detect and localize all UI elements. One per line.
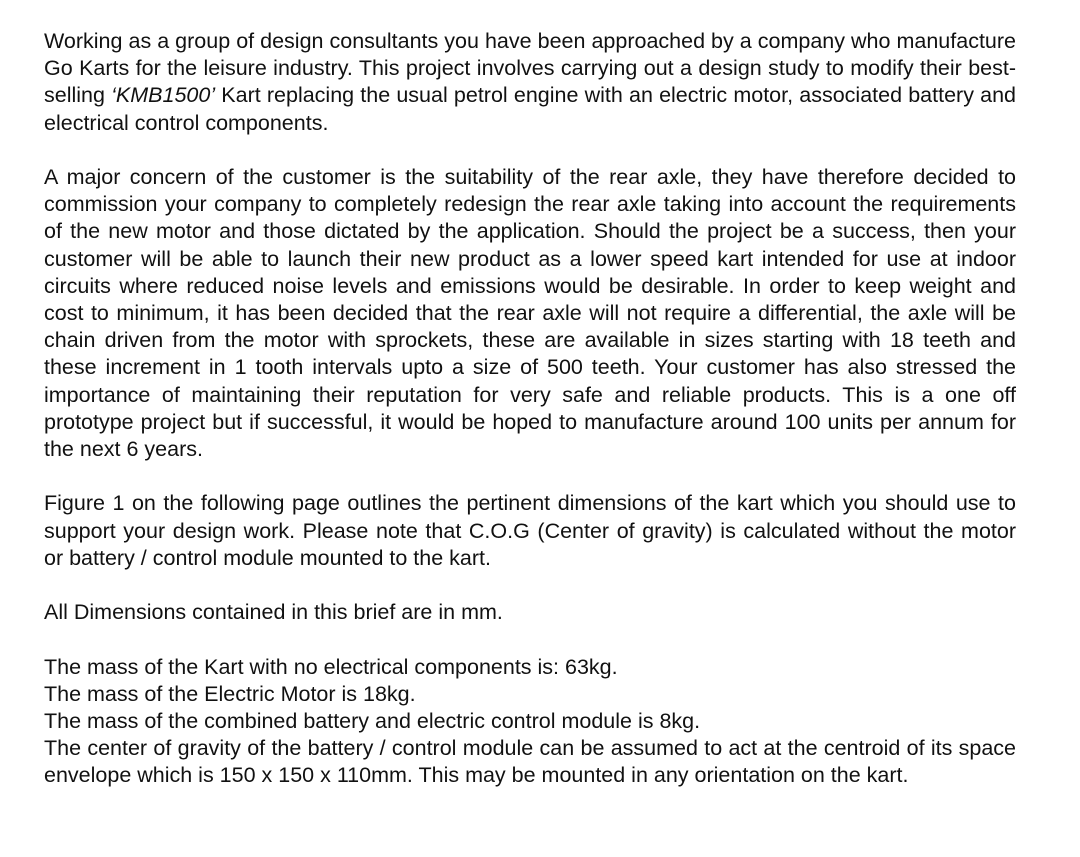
document-page — [44, 28, 1016, 790]
intro-text-start: Working as a group of design consultants you have been approached by a company who manufacture Go Karts for the leisure industry. This project involves carrying out a design study to modify their best-selling — [44, 29, 1016, 108]
intro-paragraph — [44, 28, 1016, 137]
motor-mass-line: The mass of the Electric Motor is 18kg. — [44, 681, 416, 706]
model-name: ‘KMB1500’ — [111, 83, 216, 108]
figure-paragraph: Figure 1 on the following page outlines the pertinent dimensions of the kart which you should use to support your design work. Please note that C.O.G (Center of gravity) is calculated without the motor or battery / control module mounted to the kart. — [44, 491, 1016, 570]
rear-axle-paragraph: A major concern of the customer is the suitability of the rear axle, they have therefore decided to commission your company to completely redesign the rear axle taking into account the requirements of the new motor and those dictated by the application. Should the project be a success, then your customer will be able to launch their new product as a lower speed kart intended for use at indoor circuits where reduced noise levels and emissions would be desirable. In order to keep weight and cost to minimum, it has been decided that the rear axle will not require a differential, the axle will be chain driven from the motor with sprockets, these are available in sizes starting with 18 teeth and these increment in 1 tooth intervals upto a size of 500 teeth. Your customer has also stressed the importance of maintaining their reputation for very safe and reliable products. This is a one off prototype project but if successful, it would be hoped to manufacture around 100 units per annum for the next 6 years. — [44, 165, 1016, 462]
kart-mass-line: The mass of the Kart with no electrical components is: 63kg. — [44, 654, 618, 679]
battery-mass-line: The mass of the combined battery and electric control module is 8kg. — [44, 709, 701, 734]
specs-paragraph — [44, 654, 1016, 790]
dimensions-note: All Dimensions contained in this brief are in mm. — [44, 600, 503, 625]
intro-text-end: Kart replacing the usual petrol engine with an electric motor, associated battery and electrical control components. — [44, 83, 1016, 135]
battery-cog-line: The center of gravity of the battery / control module can be assumed to act at the centroid of its space envelope which is 150 x 150 x 110mm. This may be mounted in any orientation on the kart. — [44, 736, 1016, 788]
